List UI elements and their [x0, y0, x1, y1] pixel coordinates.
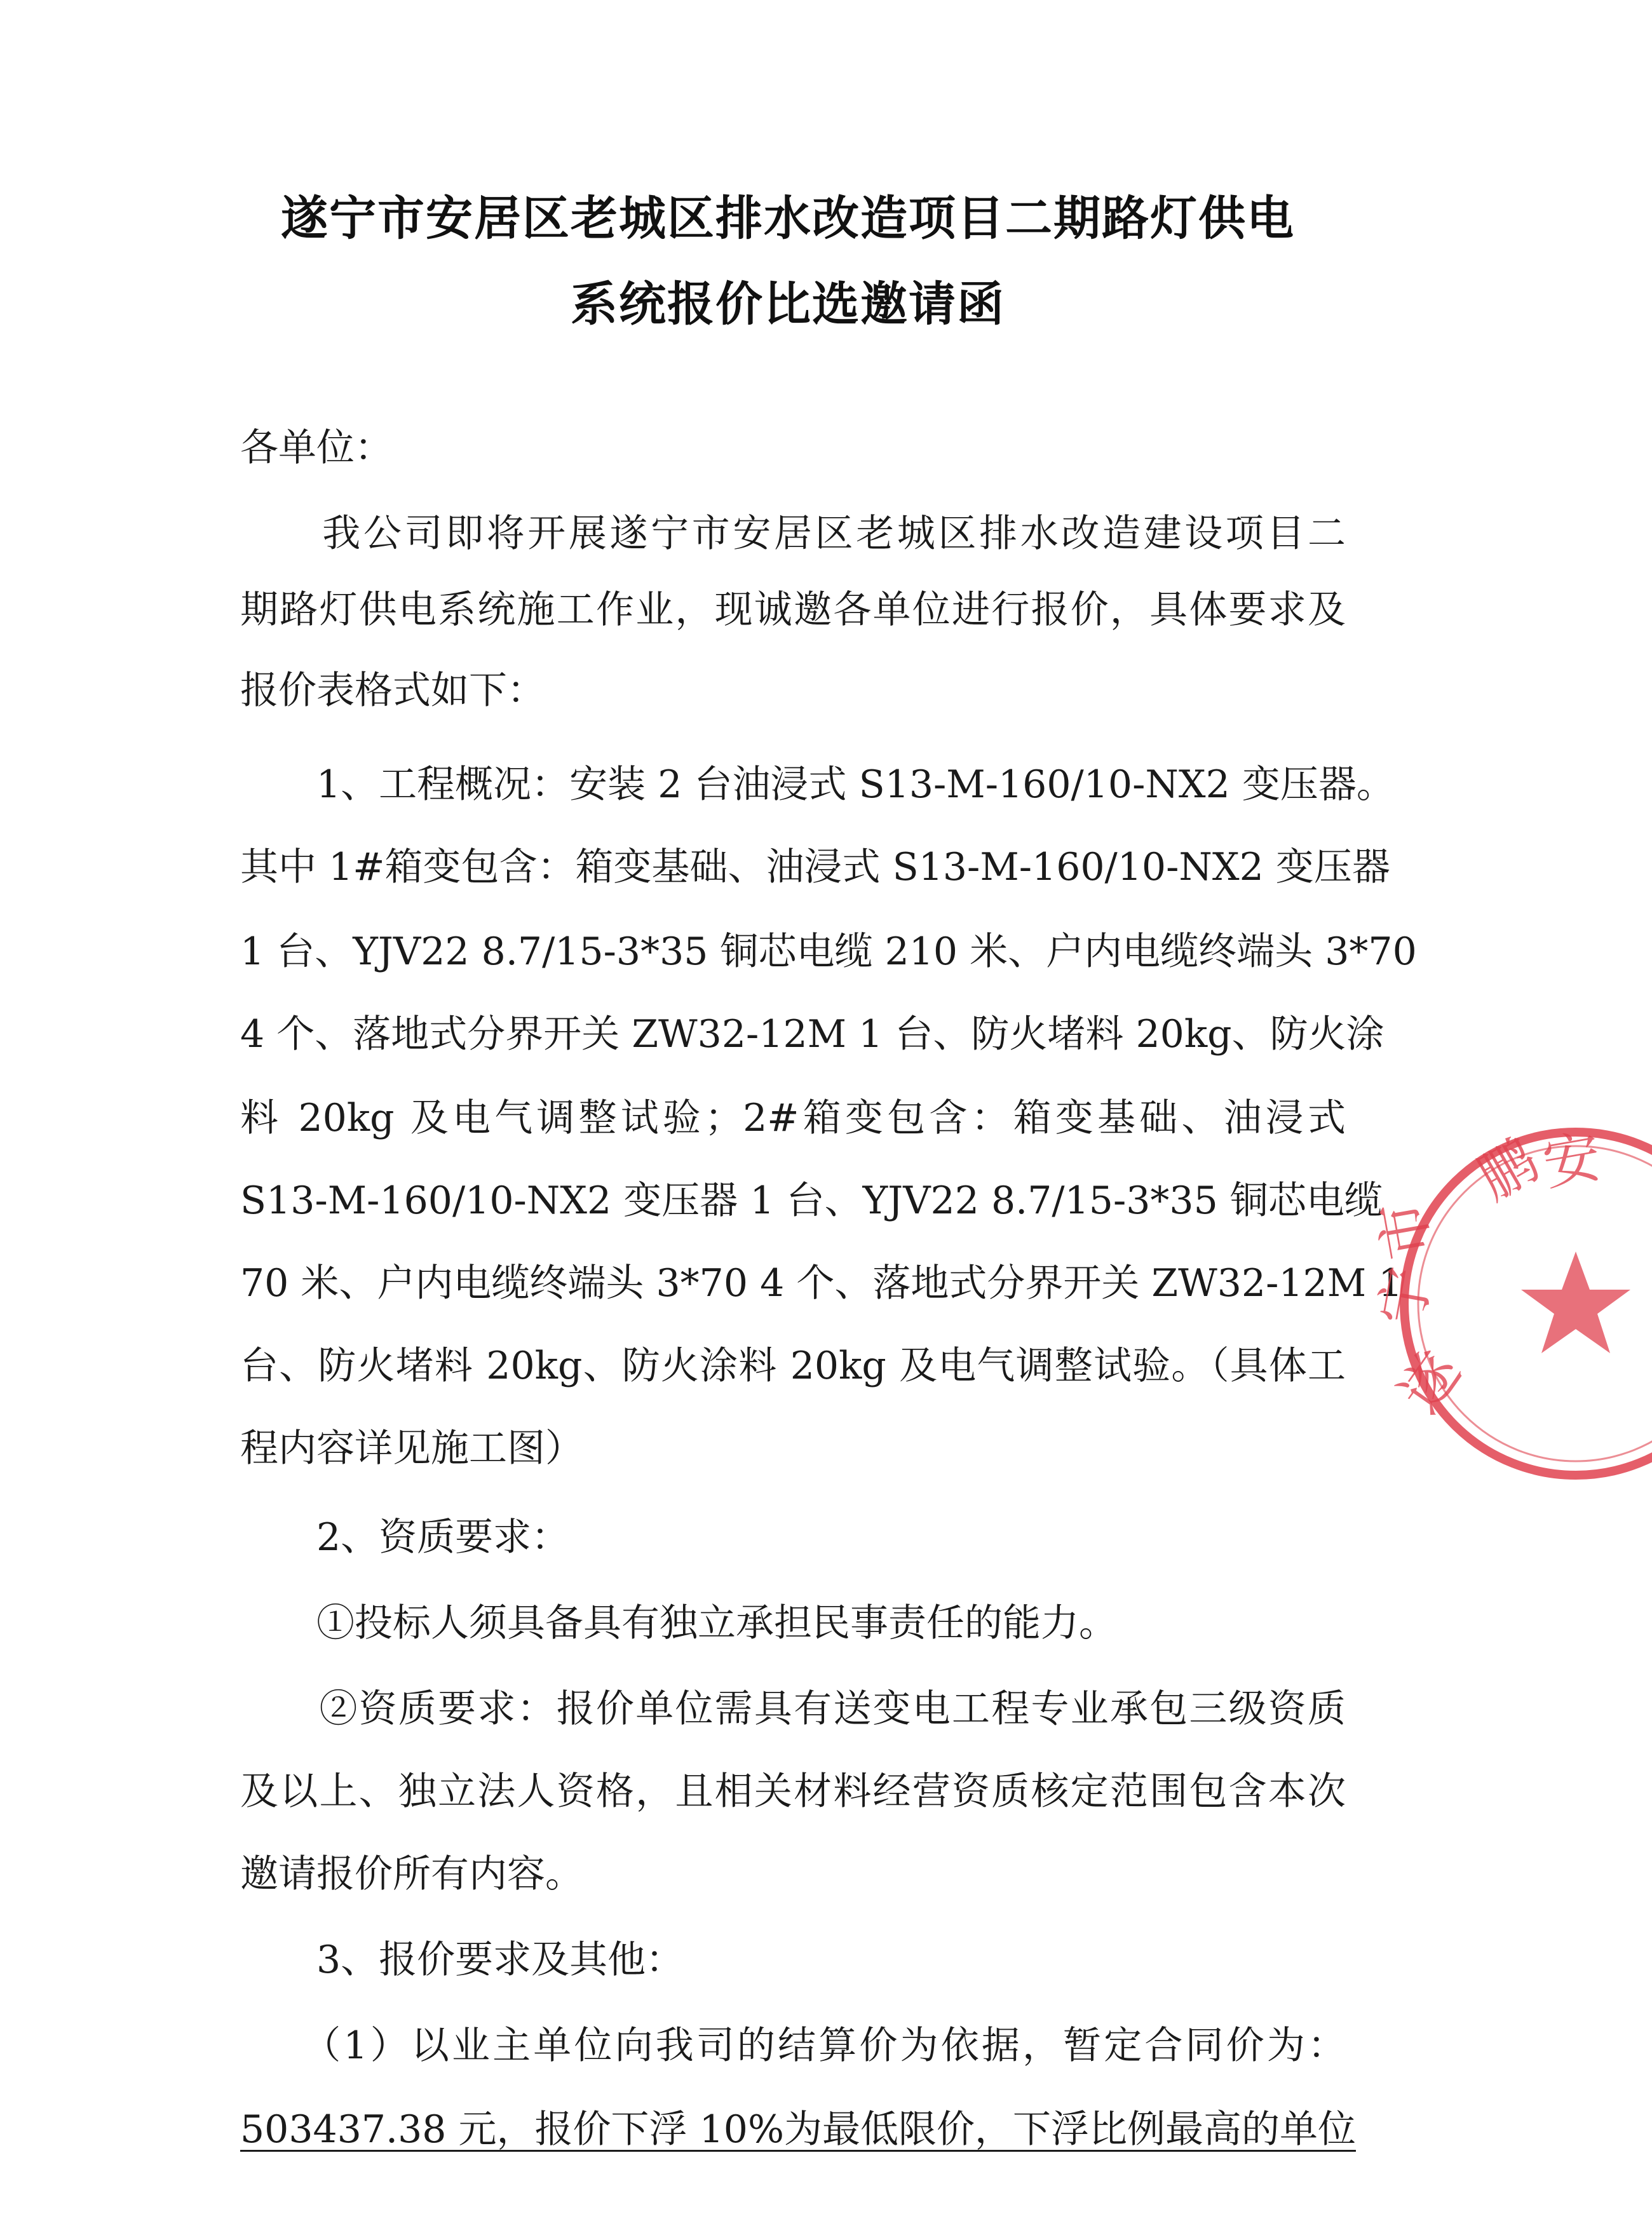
- body-line: 期路灯供电系统施工作业，现诚邀各单位进行报价，具体要求及: [240, 588, 1346, 632]
- body-line: S13-M-160/10-NX2 变压器 1 台、YJV22 8.7/15-3*35 铜芯电缆: [240, 1178, 1383, 1223]
- body-line: 程内容详见施工图）: [240, 1426, 583, 1471]
- svg-text:安: 安: [1538, 1123, 1606, 1199]
- seal-icon: [1367, 1118, 1652, 1487]
- body-line: 70 米、户内电缆终端头 3*70 4 个、落地式分界开关 ZW32-12M 1: [240, 1261, 1403, 1306]
- body-line: 及以上、独立法人资格，且相关材料经营资质核定范围包含本次: [240, 1769, 1346, 1814]
- body-line: ①投标人须具备具有独立承担民事责任的能力。: [240, 1601, 1117, 1645]
- body-line: 其中 1#箱变包含：箱变基础、油浸式 S13-M-160/10-NX2 变压器: [240, 845, 1390, 889]
- body-line: 台、防火堵料 20kg、防火涂料 20kg 及电气调整试验。（具体工: [240, 1344, 1346, 1388]
- body-line: 我公司即将开展遂宁市安居区老城区排水改造建设项目二: [240, 511, 1346, 556]
- body-line: 邀请报价所有内容。: [240, 1852, 583, 1896]
- section-1-heading: 1、工程概况：安装 2 台油浸式 S13-M-160/10-NX2 变压器。: [240, 762, 1395, 807]
- body-line: ②资质要求：报价单位需具有送变电工程专业承包三级资质: [240, 1687, 1346, 1731]
- body-line: 料 20kg 及电气调整试验；2#箱变包含：箱变基础、油浸式: [240, 1096, 1346, 1140]
- body-line: 4 个、落地式分界开关 ZW32-12M 1 台、防火堵料 20kg、防火涂: [240, 1012, 1385, 1057]
- svg-text:市: 市: [1367, 1196, 1444, 1264]
- company-seal: [1367, 1118, 1606, 1487]
- document-title-line-1: 遂宁市安居区老城区排水改造项目二期路灯供电: [281, 191, 1295, 246]
- document-title-line-2: 系统报价比选邀请函: [571, 277, 1005, 332]
- body-line: 报价表格式如下：: [240, 668, 545, 713]
- section-3-heading: 3、报价要求及其他：: [240, 1938, 684, 1982]
- svg-text:遂: 遂: [1386, 1339, 1474, 1425]
- salutation: 各单位：: [240, 426, 393, 470]
- svg-text:鹏: 鹏: [1466, 1126, 1550, 1213]
- body-line-underlined: 503437.38 元，报价下浮 10%为最低限价，下浮比例最高的单位: [240, 2107, 1356, 2152]
- svg-text:宁: 宁: [1368, 1262, 1444, 1330]
- section-2-heading: 2、资质要求：: [240, 1515, 570, 1560]
- body-line: 1 台、YJV22 8.7/15-3*35 铜芯电缆 210 米、户内电缆终端头 3*70: [240, 929, 1417, 974]
- body-line: （1）以业主单位向我司的结算价为依据，暂定合同价为：: [240, 2023, 1346, 2068]
